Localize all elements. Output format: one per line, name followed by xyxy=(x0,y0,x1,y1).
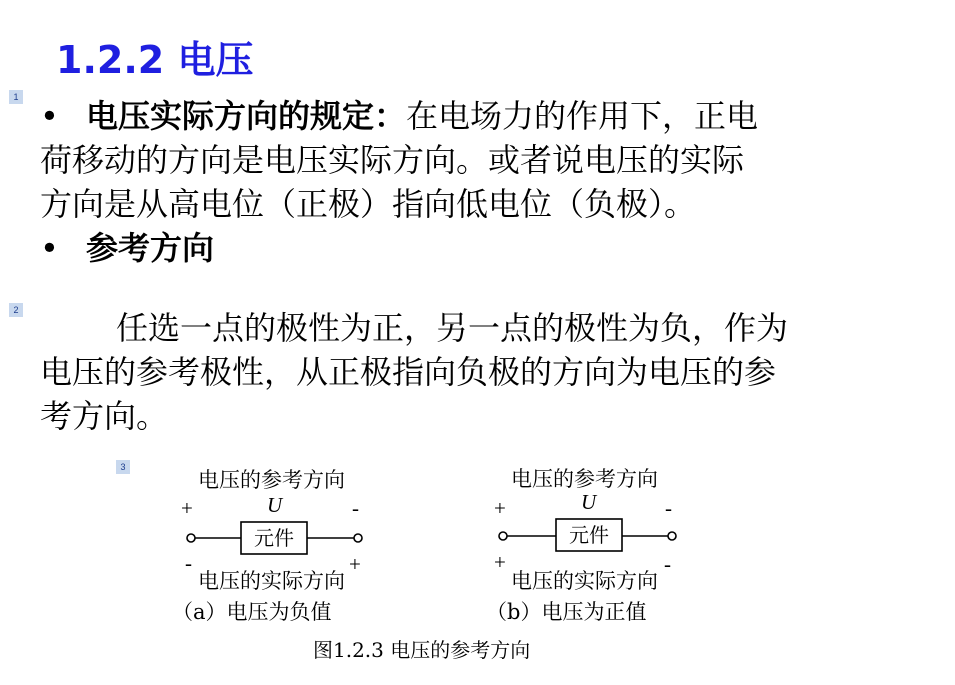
figure-a-voltage-symbol: U xyxy=(267,493,283,517)
reference-text-1: 任选一点的极性为正，另一点的极性为负，作为 xyxy=(116,309,789,347)
bullet-icon: • xyxy=(40,229,59,267)
bullet-icon: • xyxy=(40,97,59,135)
reference-paragraph xyxy=(40,306,920,438)
bullet-line-1 xyxy=(40,94,920,138)
definition-term: 电压实际方向的规定： xyxy=(86,97,407,135)
figure-a-caption: （a）电压为负值 xyxy=(172,600,332,624)
figure-b-voltage-symbol: U xyxy=(581,490,597,514)
figure-a-bottom-minus: - xyxy=(185,551,192,575)
figure-b-element-label: 元件 xyxy=(569,523,609,547)
figure-b-caption: （b）电压为正值 xyxy=(486,600,647,624)
reference-direction-heading: 参考方向 xyxy=(86,229,215,267)
bullet-line-2 xyxy=(40,226,920,270)
definition-text-2: 荷移动的方向是电压实际方向。或者说电压的实际 xyxy=(40,141,745,179)
figure-a-reference-label: 电压的参考方向 xyxy=(198,468,345,492)
figure-a-actual-label: 电压的实际方向 xyxy=(198,569,345,593)
comment-marker-1[interactable]: 1 xyxy=(9,90,23,104)
definition-paragraph xyxy=(40,94,920,270)
figure-b-bottom-plus: + xyxy=(494,550,506,574)
comment-marker-3[interactable]: 3 xyxy=(116,460,130,474)
reference-text-2: 电压的参考极性，从正极指向负极的方向为电压的参 xyxy=(40,353,777,391)
definition-text-1: 在电场力的作用下，正电 xyxy=(406,97,759,135)
figure-caption: 图1.2.3 电压的参考方向 xyxy=(313,638,531,662)
figure-a-top-plus: + xyxy=(181,496,193,520)
figure-b-reference-label: 电压的参考方向 xyxy=(511,467,658,491)
figure-b-top-plus: + xyxy=(494,496,506,520)
page-title xyxy=(56,36,253,84)
figure-a-element-label: 元件 xyxy=(254,526,294,550)
definition-text-3: 方向是从高电位（正极）指向低电位（负极）。 xyxy=(40,185,697,223)
figure-a-top-minus: - xyxy=(352,496,359,520)
figure-b-top-minus: - xyxy=(665,496,672,520)
section-title: 电压 xyxy=(177,38,254,82)
figure-b-bottom-minus: - xyxy=(664,552,671,576)
figure-a-bottom-plus: + xyxy=(349,552,361,576)
section-number: 1.2.2 xyxy=(56,38,165,82)
comment-marker-2[interactable]: 2 xyxy=(9,303,23,317)
reference-text-3: 考方向。 xyxy=(40,397,169,435)
figure-b-actual-label: 电压的实际方向 xyxy=(511,569,658,593)
